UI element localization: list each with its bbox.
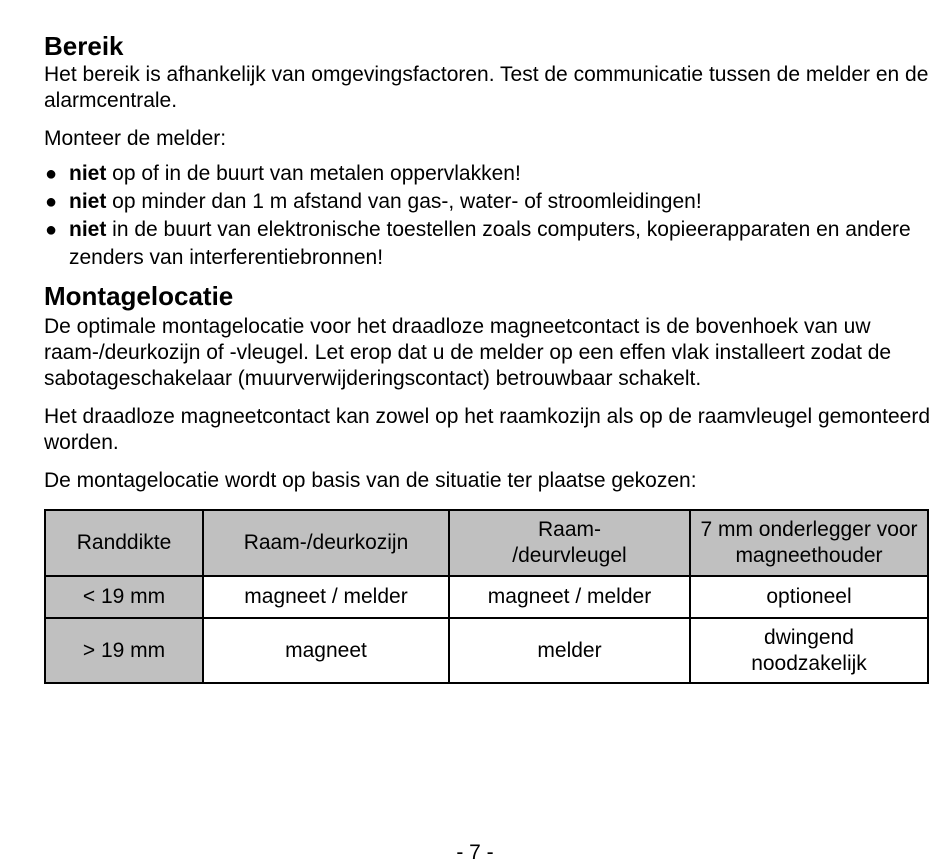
table-row <box>45 576 928 618</box>
table-header-row <box>45 510 928 576</box>
list-item <box>44 160 934 188</box>
bullet-icon: ● <box>45 219 58 241</box>
header-vleugel-line1: Raam- /deurvleugel <box>512 518 627 567</box>
header-vleugel <box>449 510 690 576</box>
table-cell: dwingend noodzakelijk <box>690 618 928 683</box>
table-cell: melder <box>449 618 690 683</box>
header-kozijn: Raam-/deurkozijn <box>203 510 449 576</box>
table-cell: magneet <box>203 618 449 683</box>
emphasis-text: niet <box>69 162 107 185</box>
emphasis-text: niet <box>69 190 107 213</box>
page-number: - 7 - <box>456 841 494 864</box>
header-onderlegger: 7 mm onderlegger voor magneethouder <box>690 510 928 576</box>
warning-list <box>44 160 934 272</box>
document-page <box>44 30 934 684</box>
paragraph-bereik-intro: Het bereik is afhankelijk van omgevingsfactoren. Test de communicatie tussen de melder en de alarmcentrale. <box>44 63 929 112</box>
heading-bereik: Bereik <box>44 31 124 61</box>
bullet-icon: ● <box>45 163 58 185</box>
paragraph-montage-optimal: De optimale montagelocatie voor het draadloze magneetcontact is de bovenhoek van uw raam-/deurkozijn of -vleugel. Let erop dat u de melder op een effen vlak installeert zodat de sabotageschakelaar (muurverwijderingscontact) betrouwbaar schakelt. <box>44 315 892 390</box>
mounting-table <box>44 509 929 684</box>
paragraph-montage-choice: De montagelocatie wordt op basis van de situatie ter plaatse gekozen: <box>44 469 697 492</box>
paragraph-montage-both: Het draadloze magneetcontact kan zowel op het raamkozijn als op de raamvleugel gemonteerd worden. <box>44 405 931 454</box>
table-cell: > 19 mm <box>45 618 203 683</box>
list-item-text: in de buurt van elektronische toestellen zoals computers, kopieerapparaten en andere zenders van interferentiebronnen! <box>69 218 911 269</box>
table-cell: < 19 mm <box>45 576 203 618</box>
list-item-text: op minder dan 1 m afstand van gas-, water- of stroomleidingen! <box>106 190 702 213</box>
table-cell: magneet / melder <box>449 576 690 618</box>
bullet-icon: ● <box>45 191 58 213</box>
table-row <box>45 618 928 683</box>
list-item <box>44 188 934 216</box>
table-cell: magneet / melder <box>203 576 449 618</box>
list-item <box>44 216 934 272</box>
paragraph-monteer: Monteer de melder: <box>44 127 227 150</box>
heading-montagelocatie: Montagelocatie <box>44 281 234 311</box>
table-cell: optioneel <box>690 576 928 618</box>
list-item-text: op of in de buurt van metalen oppervlakken! <box>106 162 521 185</box>
header-randdikte: Randdikte <box>45 510 203 576</box>
emphasis-text: niet <box>69 218 107 241</box>
